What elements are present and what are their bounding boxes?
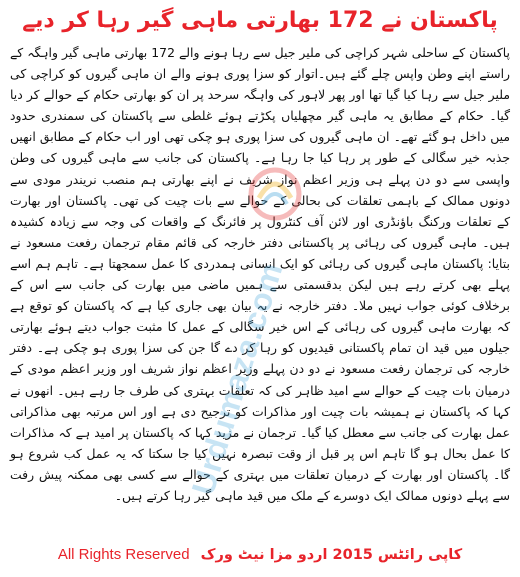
watermark-text: Urdumaza.com — [184, 257, 290, 500]
page-footer — [0, 544, 520, 568]
article-paragraph: پاکستان کے ساحلی شہر کراچی کی ملیر جیل سے رہا ہونے والے 172 بھارتی ماہی گیر واہگہ کے راستے اپنے وطن واپس چلے گئے ہیں۔اتوار کو سزا پوری ہونے والے ان ماہی گیروں کو کراچی کی ملیر جیل سے رہا کیا گیا تھا اور پھر لاہور کی واہگہ سرحد پر ان کو بھارتی حکام کے حوالے کر دیا گیا۔ حکام کے مطابق یہ ماہی گیر مچھلیاں پکڑتے ہوئے غلطی سے پاکستان کی سمندری حدود میں داخل ہو گئے تھے۔ ان ماہی گیروں کی سزا پوری ہو چکی تھی اور اب حکام کے مطابق انھیں جذبہ خیر سگالی کے طور پر رہا کیا جا رہا ہے۔ پاکستان کی جانب سے ماہی گیروں کی وطن واپسی سے دو دن پہلے ہی وزیر اعظم نواز شریف نے اپنے بھارتی ہم منصب نریندر مودی سے دونوں ممالک کے باہمی تعلقات کی بحالی کے حوالے سے بات چیت کی تھی۔ پاکستان اور بھارت کے تعلقات ورکنگ باؤنڈری اور لائن آف کنٹرول پر فائرنگ کے واقعات کی وجہ سے زیادہ کشیدہ ہیں۔ ماہی گیروں کی رہائی پر پاکستانی دفتر خارجہ کی قائم مقام ترجمان رفعت مسعود نے بتایا: پاکستان ماہی گیروں کی رہائی کو ایک انسانی ہمدردی کا عمل سمجھتا ہے۔ تاہم ہم اسے پہلے بھی کرتے رہے ہیں لیکن بدقسمتی سے ہمیں ماضی میں بھارت کی جانب سے اس کے برخلاف کوئی جواب نہیں ملا۔ دفتر خارجہ نے یہ بیان بھی جاری کیا ہے کہ پاکستان کو توقع ہے کہ بھارت ماہی گیروں کی رہائی کے اس خیر سگالی کے عمل کا مثبت جواب دیتے ہوئے بھارتی جیلوں میں قید ان تمام پاکستانی قیدیوں کو رہا کر دے گا جن کی سزا پوری ہو چکی ہے۔ دفتر خارجہ کی ترجمان رفعت مسعود نے دو دن پہلے وزیر اعظم نواز شریف اور وزیر اعظم مودی کے درمیان بات چیت کے حوالے سے امید ظاہر کی کہ تعلقات بہتری کی طرف جا رہے ہیں۔ انھوں نے کہا کہ پاکستان نے ہمیشہ بات چیت اور مذاکرات کو ترجیح دی ہے اور اس مرتبہ بھی مذاکراتی عمل بھارت کی جانب سے معطل کیا گیا۔ ترجمان نے مزید کہا کہ پاکستان پر امید ہے کہ مذاکرات کا عمل بحال ہو گا تاہم اس پر قبل از وقت تبصرہ نہیں کیا جا سکتا کہ یہ عمل کب شروع ہو گا۔ پاکستان اور بھارت کے درمیان تعلقات میں بہتری کے حوالے سے کسی بھی ممکنہ پیش رفت سے پہلے دونوں ممالک ایک دوسرے کے ملک میں قید ماہی گیر رہا کرتے ہیں۔ — [10, 45, 511, 503]
copyright-text: کاپی رائٹس 2015 اردو مزا نیٹ ورک — [200, 547, 463, 563]
article-headline: پاکستان نے 172 بھارتی ماہی گیر رہا کر دیے — [22, 8, 498, 33]
all-rights-reserved-text: All Rights Reserved — [57, 546, 190, 563]
article-body-container — [10, 42, 510, 512]
